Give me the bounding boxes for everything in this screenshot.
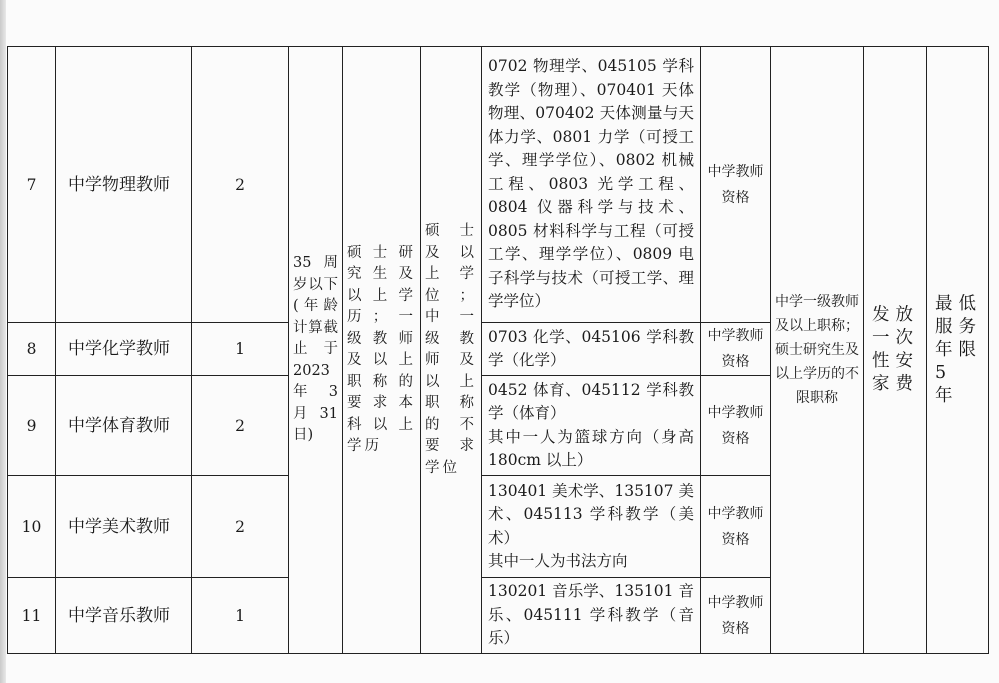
- recruitment-table: [7, 46, 989, 654]
- minimum-service: 最低服务年限 5 年: [927, 47, 989, 654]
- position-title: 中学化学教师: [56, 323, 192, 376]
- qualification: 中学教师资格: [701, 47, 771, 323]
- position-title: 中学美术教师: [56, 476, 192, 578]
- qualification: 中学教师资格: [701, 323, 771, 376]
- position-title: 中学音乐教师: [56, 578, 192, 654]
- hiring-count: 2: [192, 47, 289, 323]
- major-list: 0452 体育、045112 学科教学（体育）: [488, 380, 694, 422]
- settling-fee: 发放一次性安家费: [864, 47, 927, 654]
- major-requirement: 0703 化学、045106 学科教学（化学）: [482, 323, 701, 376]
- table-row: [8, 47, 989, 323]
- qualification: 中学教师资格: [701, 578, 771, 654]
- row-number: 9: [8, 376, 56, 476]
- hiring-count: 2: [192, 476, 289, 578]
- major-requirement: 0702 物理学、045105 学科教学（物理）、070401 天体物理、070402 天体测量与天体力学、0801 力学（可授工学、理学学位）、0802 机械工程、0803 光学工程、0804 仪器科学与技术、0805 材料科学与工程（可授工学、理学学位）、0809 电子科学与技术（可授工学、理学学位）: [482, 47, 701, 323]
- education-requirement: 硕士研究生及以上学历；一级教师及以上职称的要求本科以上学历: [343, 47, 421, 654]
- title-requirement: 中学一级教师及以上职称；硕士研究生及以上学历的不限职称: [771, 47, 864, 654]
- hiring-count: 1: [192, 323, 289, 376]
- major-requirement: 130201 音乐学、135101 音乐、045111 学科教学（音乐）: [482, 578, 701, 654]
- hiring-count: 2: [192, 376, 289, 476]
- degree-requirement: 硕士及以上学位；中一级教师及以上职称的不要求学位: [421, 47, 482, 654]
- row-number: 11: [8, 578, 56, 654]
- qualification: 中学教师资格: [701, 376, 771, 476]
- qualification: 中学教师资格: [701, 476, 771, 578]
- position-title: 中学物理教师: [56, 47, 192, 323]
- row-number: 10: [8, 476, 56, 578]
- age-requirement: 35 周岁以下(年龄计算截止于 2023 年 3 月 31 日): [289, 47, 343, 654]
- major-note: 其中一人为篮球方向（身高 180cm 以上）: [488, 427, 694, 469]
- hiring-count: 1: [192, 578, 289, 654]
- major-note: 其中一人为书法方向: [488, 552, 628, 570]
- major-requirement: [482, 476, 701, 578]
- row-number: 8: [8, 323, 56, 376]
- major-list: 130401 美术学、135107 美术、045113 学科教学（美术）: [488, 481, 694, 547]
- major-requirement: [482, 376, 701, 476]
- row-number: 7: [8, 47, 56, 323]
- position-title: 中学体育教师: [56, 376, 192, 476]
